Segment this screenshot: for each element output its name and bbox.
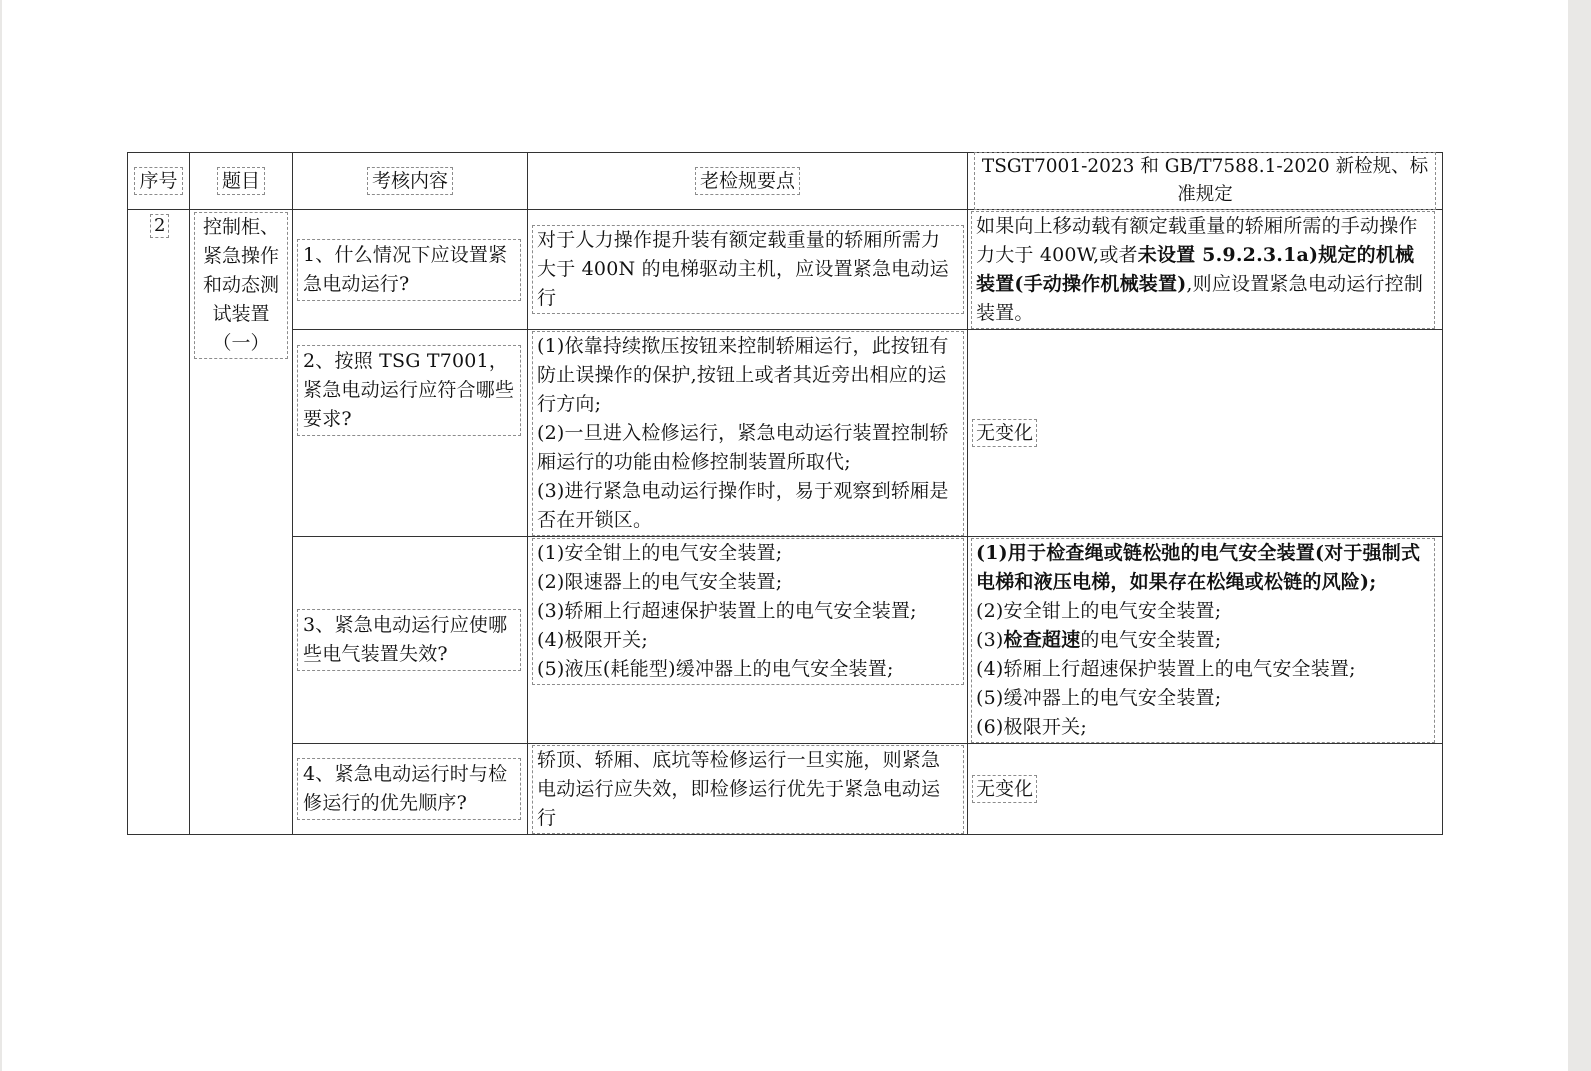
question-text: 3、紧急电动运行应使哪些电气装置失效? <box>297 609 521 671</box>
old-rule-cell <box>528 330 968 537</box>
question-cell <box>293 210 528 330</box>
new-rule-cell <box>968 330 1443 537</box>
header-content: 考核内容 <box>367 167 453 195</box>
old-rule-line: (1)安全钳上的电气安全装置; <box>537 542 783 564</box>
new-rule-text <box>971 211 1435 329</box>
table-row <box>128 330 1443 537</box>
table-row <box>128 210 1443 330</box>
old-rule-cell <box>528 210 968 330</box>
no-change-label: 无变化 <box>972 419 1037 447</box>
new-rule-part: 如果向上移动载有额定载重量的轿厢所需的手动操作力大于 400W,或者 <box>976 215 1418 266</box>
old-rule-line: (5)液压(耗能型)缓冲器上的电气安全装置; <box>537 658 894 680</box>
old-rule-line: (2)限速器上的电气安全装置; <box>537 571 783 593</box>
header-new: TSGT7001-2023 和 GB/T7588.1-2020 新检规、标准规定 <box>974 152 1436 210</box>
header-old: 老检规要点 <box>695 167 800 195</box>
seq-cell <box>128 210 190 835</box>
table-row <box>128 744 1443 835</box>
new-rule-emphasis: 检查超速 <box>1003 629 1081 651</box>
topic-title: 控制柜、紧急操作和动态测试装置（一） <box>194 212 288 359</box>
new-rule-cell <box>968 210 1443 330</box>
new-rule-cell <box>968 744 1443 835</box>
old-rule-cell <box>528 744 968 835</box>
new-rule-line: (4)轿厢上行超速保护装置上的电气安全装置; <box>976 658 1356 680</box>
table-row <box>128 537 1443 744</box>
new-rule-line: (5)缓冲器上的电气安全装置; <box>976 687 1222 709</box>
old-rule-cell <box>528 537 968 744</box>
old-rule-text <box>532 331 964 536</box>
new-rule-emphasis: 未设置 5.9.2.3.1a)规定的机械装置(手动操作机械装置) <box>976 244 1415 295</box>
topic-cell <box>190 210 293 835</box>
old-rule-text: 轿顶、轿厢、底坑等检修运行一旦实施，则紧急电动运行应失效，即检修运行优先于紧急电动运行 <box>532 745 964 834</box>
question-cell <box>293 330 528 537</box>
old-rule-line: (3)轿厢上行超速保护装置上的电气安全装置; <box>537 600 917 622</box>
new-rule-line: (6)极限开关; <box>976 716 1087 738</box>
seq-number: 2 <box>150 214 169 238</box>
new-rule-cell <box>968 537 1443 744</box>
header-topic-cell <box>190 153 293 210</box>
new-rule-part: 的电气安全装置; <box>1080 629 1222 651</box>
question-text: 2、按照 TSG T7001，紧急电动运行应符合哪些要求? <box>297 345 521 436</box>
old-rule-line: (3)进行紧急电动运行操作时，易于观察到轿厢是否在开锁区。 <box>537 480 949 531</box>
header-old-cell <box>528 153 968 210</box>
new-rule-part: (3) <box>976 629 1004 651</box>
question-text: 1、什么情况下应设置紧急电动运行? <box>297 239 521 301</box>
header-seq: 序号 <box>134 167 182 195</box>
old-rule-line: (1)依靠持续揿压按钮来控制轿厢运行，此按钮有防止误操作的保护,按钮上或者其近旁出相应的运行方向; <box>537 335 949 415</box>
question-cell <box>293 537 528 744</box>
new-rule-line: (1)用于检查绳或链松弛的电气安全装置(对于强制式电梯和液压电梯，如果存在松绳或松链的风险); <box>976 542 1421 593</box>
new-rule-text <box>971 538 1435 743</box>
question-text: 4、紧急电动运行时与检修运行的优先顺序? <box>297 758 521 820</box>
no-change-label: 无变化 <box>972 775 1037 803</box>
old-rule-line: (2)一旦进入检修运行，紧急电动运行装置控制轿厢运行的功能由检修控制装置所取代; <box>537 422 949 473</box>
old-rule-line: (4)极限开关; <box>537 629 648 651</box>
old-rule-text: 对于人力操作提升装有额定载重量的轿厢所需力大于 400N 的电梯驱动主机，应设置紧急电动运行 <box>532 225 964 314</box>
old-rule-text <box>532 538 964 685</box>
new-rule-line <box>976 626 1430 655</box>
header-topic: 题目 <box>217 167 265 195</box>
header-content-cell <box>293 153 528 210</box>
header-seq-cell <box>128 153 190 210</box>
table-header-row <box>128 153 1443 210</box>
header-new-cell <box>968 153 1443 210</box>
new-rule-line: (2)安全钳上的电气安全装置; <box>976 600 1222 622</box>
new-rule-part: ,则应设置紧急电动运行控制装置。 <box>976 273 1424 324</box>
document-page <box>2 0 1568 1071</box>
question-cell <box>293 744 528 835</box>
comparison-table <box>127 152 1443 835</box>
